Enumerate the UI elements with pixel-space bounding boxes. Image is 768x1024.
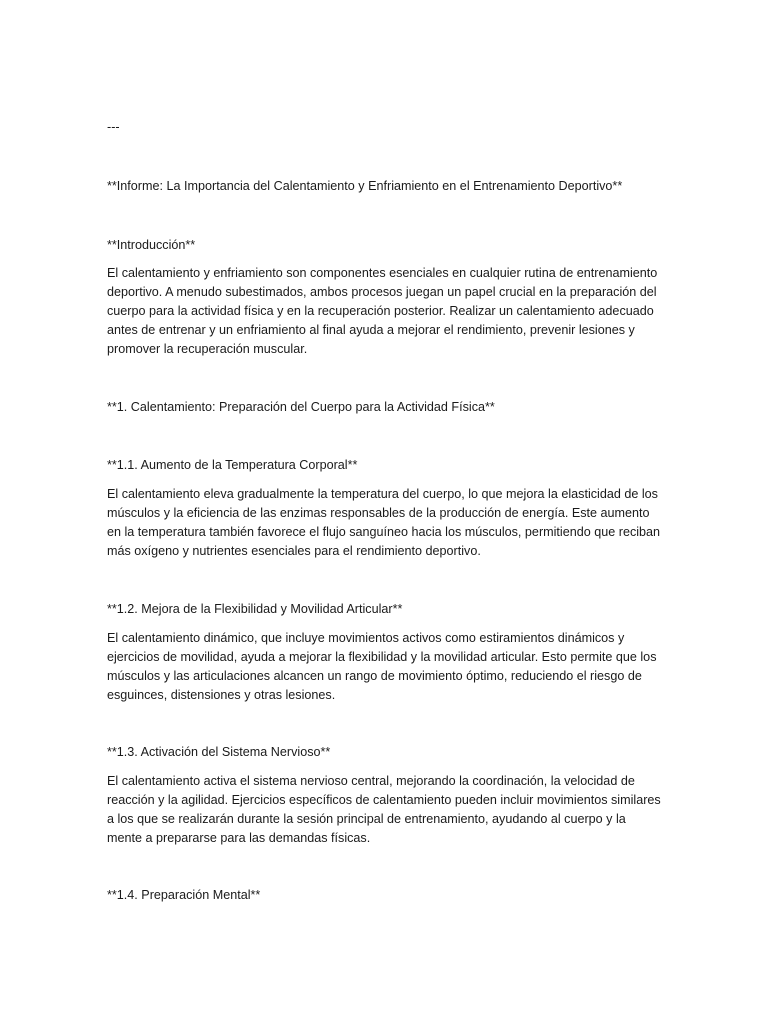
section1-heading: **1. Calentamiento: Preparación del Cuerpo para la Actividad Física** [107, 400, 495, 414]
subsection-1-3-paragraph: El calentamiento activa el sistema nervioso central, mejorando la coordinación, la velocidad de reacción y la agilidad. Ejercicios específicos de calentamiento pueden incluir movimientos similares a los que se realizarán durante la sesión principal de entrenamiento, ayudando al cuerpo y la mente a prepararse para las demandas físicas. [107, 774, 661, 845]
intro-heading: **Introducción** [107, 238, 196, 252]
subsection-1-2-paragraph: El calentamiento dinámico, que incluye movimientos activos como estiramientos dinámicos y ejercicios de movilidad, ayuda a mejorar la flexibilidad y la movilidad articular. Esto permite que los músculos y las articulaciones alcancen un rango de movimiento óptimo, reduciendo el riesgo de esguinces, distensiones y otras lesiones. [107, 631, 657, 702]
separator-line: --- [107, 120, 120, 134]
subsection-1-1-heading: **1.1. Aumento de la Temperatura Corporal** [107, 458, 358, 472]
subsection-1-2-heading: **1.2. Mejora de la Flexibilidad y Movilidad Articular** [107, 602, 403, 616]
report-title: **Informe: La Importancia del Calentamiento y Enfriamiento en el Entrenamiento Deportivo** [107, 179, 623, 193]
subsection-1-4-heading: **1.4. Preparación Mental** [107, 888, 261, 902]
subsection-1-1-paragraph: El calentamiento eleva gradualmente la temperatura del cuerpo, lo que mejora la elasticidad de los músculos y la eficiencia de las enzimas responsables de la producción de energía. Este aumento en la temperatura también favorece el flujo sanguíneo hacia los músculos, permitiendo que reciban más oxígeno y nutrientes esenciales para el rendimiento deportivo. [107, 487, 661, 558]
intro-paragraph: El calentamiento y enfriamiento son componentes esenciales en cualquier rutina de entrenamiento deportivo. A menudo subestimados, ambos procesos juegan un papel crucial en la preparación del cuerpo para la actividad física y en la recuperación posterior. Realizar un calentamiento adecuado antes de entrenar y un enfriamiento al final ayuda a mejorar el rendimiento, prevenir lesiones y promover la recuperación muscular. [107, 266, 658, 356]
subsection-1-3-heading: **1.3. Activación del Sistema Nervioso** [107, 745, 331, 759]
